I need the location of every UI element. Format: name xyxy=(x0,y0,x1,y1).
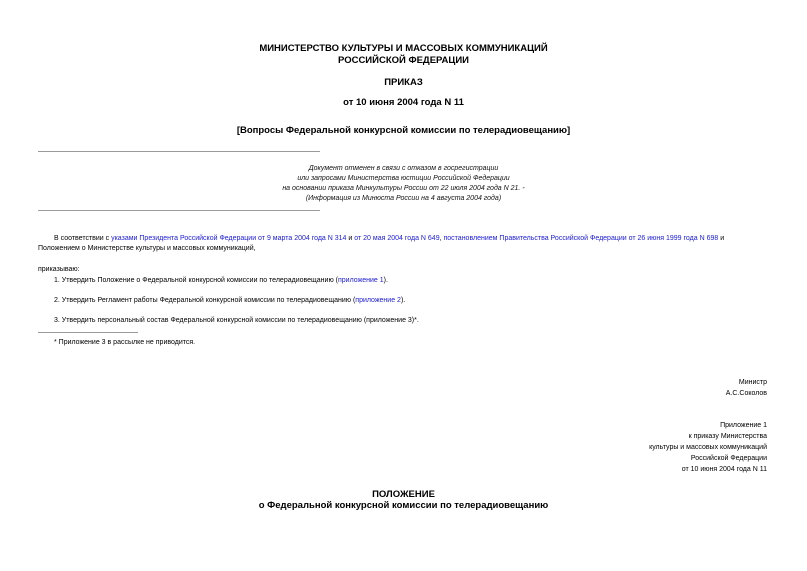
link-appendix-1[interactable]: приложение 1 xyxy=(338,277,384,284)
appendix-title-line2: о Федеральной конкурсной комиссии по телерадиовещанию xyxy=(258,500,549,511)
item-2 xyxy=(54,295,405,306)
item-1-text: 1. Утвердить Положение о Федеральной конкурсной комиссии по телерадиовещанию ( xyxy=(54,277,338,284)
item-2-text: 2. Утвердить Регламент работы Федеральной конкурсной комиссии по телерадиовещанию ( xyxy=(54,297,356,304)
doc-date: от 10 июня 2004 года N 11 xyxy=(343,97,464,108)
signature-role: Министр xyxy=(738,379,767,386)
item-1 xyxy=(54,275,388,286)
appendix-ref-line5: от 10 июня 2004 года N 11 xyxy=(681,466,767,473)
appendix-ref-line4: Российской Федерации xyxy=(690,455,767,462)
cancel-note-line3: на основании приказа Минкультуры России от 22 июля 2004 года N 21. - xyxy=(282,185,525,192)
separator-bottom xyxy=(38,210,320,211)
link-decree-649[interactable]: от 20 мая 2004 года N 649 xyxy=(354,235,440,242)
ministry-name-line2: РОССИЙСКОЙ ФЕДЕРАЦИИ xyxy=(337,55,469,66)
cancel-note-line2: или запросами Министерства юстиции Российской Федерации xyxy=(297,175,510,182)
intro-and: и xyxy=(346,235,355,242)
cancel-note-line1: Документ отменен в связи с отказом в госрегистрации xyxy=(308,165,499,172)
link-presidential-decree-314[interactable]: указами Президента Российской Федерации от 9 марта 2004 года N 314 xyxy=(111,235,347,242)
separator-top xyxy=(38,151,320,152)
link-appendix-2[interactable]: приложение 2 xyxy=(355,297,401,304)
appendix-ref-line3: культуры и массовых коммуникаций xyxy=(649,444,767,451)
signature-name: А.С.Соколов xyxy=(725,390,767,397)
intro-start: В соответствии с xyxy=(54,235,112,242)
intro-and-end: и xyxy=(718,235,725,242)
ministry-name-line1: МИНИСТЕРСТВО КУЛЬТУРЫ И МАССОВЫХ КОММУНИКАЦИЙ xyxy=(259,43,548,54)
doc-title: [Вопросы Федеральной конкурсной комиссии по телерадиовещанию] xyxy=(236,125,571,136)
intro-paragraph-line2: Положением о Министерстве культуры и массовых коммуникаций, xyxy=(38,245,256,252)
footnote: * Приложение 3 в рассылке не приводится. xyxy=(54,339,196,346)
doc-type: ПРИКАЗ xyxy=(384,77,423,88)
item-1-end: ). xyxy=(383,277,388,284)
signature-block xyxy=(726,377,767,399)
appendix-reference xyxy=(649,420,767,475)
orders-word: приказываю: xyxy=(38,266,80,273)
intro-comma: , xyxy=(439,235,444,242)
link-government-resolution-698[interactable]: постановлением Правительства Российской Федерации от 26 июня 1999 года N 698 xyxy=(443,235,719,242)
appendix-title-line1: ПОЛОЖЕНИЕ xyxy=(372,489,435,500)
footnote-separator xyxy=(38,332,138,333)
appendix-ref-line2: к приказу Министерства xyxy=(688,433,767,440)
item-2-end: ). xyxy=(400,297,406,304)
appendix-ref-line1: Приложение 1 xyxy=(720,422,767,429)
cancel-note-line4: (Информация из Минюста России на 4 августа 2004 года) xyxy=(305,195,502,202)
item-3: 3. Утвердить персональный состав Федеральной конкурсной комиссии по телерадиовещанию (приложение 3)*. xyxy=(54,317,419,324)
